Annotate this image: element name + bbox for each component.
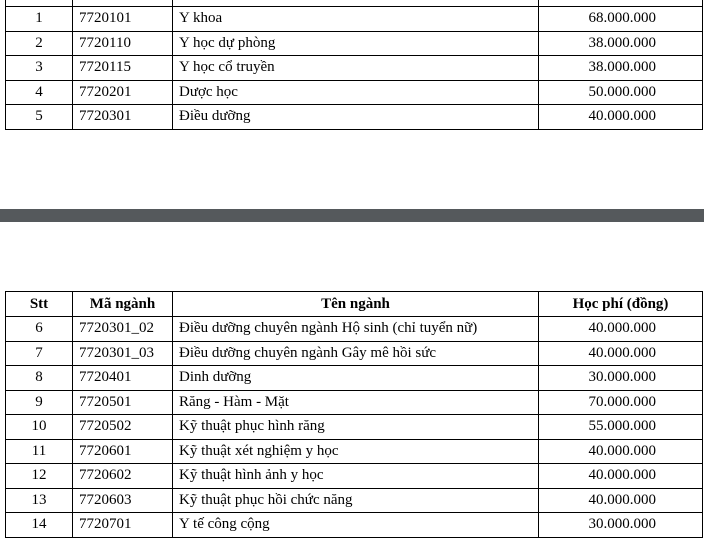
cell-fee: 38.000.000 xyxy=(539,56,703,81)
header-fee: Học phí (đồng) xyxy=(539,292,703,317)
cell-stt: 13 xyxy=(6,488,73,513)
cell-stt: 2 xyxy=(6,31,73,56)
cell-name: Dinh dưỡng xyxy=(173,366,539,391)
cell-stt: 11 xyxy=(6,439,73,464)
cell-name: Điều dưỡng chuyên ngành Gây mê hồi sức xyxy=(173,341,539,366)
cell-name: Kỹ thuật phục hồi chức năng xyxy=(173,488,539,513)
cell-code: 7720602 xyxy=(73,464,173,489)
cell-fee: 30.000.000 xyxy=(539,366,703,391)
cell-code: 7720301_03 xyxy=(73,341,173,366)
cell-fee: 68.000.000 xyxy=(539,7,703,32)
cell-fee: 40.000.000 xyxy=(539,341,703,366)
cell-name: Kỹ thuật hình ảnh y học xyxy=(173,464,539,489)
cell-fee: 40.000.000 xyxy=(539,105,703,130)
cell-code: 7720401 xyxy=(73,366,173,391)
tuition-table-bottom-body xyxy=(6,317,703,538)
table-row xyxy=(6,80,703,105)
table-header-row xyxy=(6,292,703,317)
cell-stt: 5 xyxy=(6,105,73,130)
cell-code: 7720701 xyxy=(73,513,173,538)
cell-name: Điều dưỡng chuyên ngành Hộ sinh (chỉ tuyển nữ) xyxy=(173,317,539,342)
header-stt: Stt xyxy=(6,292,73,317)
cell-name: Y tế công cộng xyxy=(173,513,539,538)
cell-fee: 40.000.000 xyxy=(539,317,703,342)
cell-name: Kỹ thuật xét nghiệm y học xyxy=(173,439,539,464)
table-row xyxy=(6,415,703,440)
table-row xyxy=(6,439,703,464)
table-row xyxy=(6,56,703,81)
cell-code: 7720201 xyxy=(73,80,173,105)
cell-fee: 55.000.000 xyxy=(539,415,703,440)
cell-name: Điều dưỡng xyxy=(173,105,539,130)
table-row xyxy=(6,390,703,415)
cell-code: 7720115 xyxy=(73,56,173,81)
cell-fee: 70.000.000 xyxy=(539,390,703,415)
tuition-table-bottom xyxy=(5,291,703,538)
cell-code: 7720502 xyxy=(73,415,173,440)
cell-stt: 9 xyxy=(6,390,73,415)
cell-stt: 7 xyxy=(6,341,73,366)
cell-fee: 30.000.000 xyxy=(539,513,703,538)
cell-fee: 38.000.000 xyxy=(539,31,703,56)
table-row xyxy=(6,31,703,56)
cell-stt: 6 xyxy=(6,317,73,342)
cell-code: 7720601 xyxy=(73,439,173,464)
cell-stt: 10 xyxy=(6,415,73,440)
cell-stt: 1 xyxy=(6,7,73,32)
tuition-table-top xyxy=(5,0,703,130)
cell-stt: 12 xyxy=(6,464,73,489)
table-row xyxy=(6,464,703,489)
table-row xyxy=(6,317,703,342)
cell-code: 7720603 xyxy=(73,488,173,513)
cell-code: 7720101 xyxy=(73,7,173,32)
cell-name: Y học dự phòng xyxy=(173,31,539,56)
cell-name: Y học cổ truyền xyxy=(173,56,539,81)
cell-fee: 50.000.000 xyxy=(539,80,703,105)
cell-name: Răng - Hàm - Mặt xyxy=(173,390,539,415)
cell-fee: 40.000.000 xyxy=(539,488,703,513)
cell-name: Dược học xyxy=(173,80,539,105)
cell-stt: 14 xyxy=(6,513,73,538)
cell-code: 7720301 xyxy=(73,105,173,130)
page-divider xyxy=(0,209,704,222)
table-row xyxy=(6,105,703,130)
header-code: Mã ngành xyxy=(73,292,173,317)
table-row xyxy=(6,488,703,513)
cell-stt: 8 xyxy=(6,366,73,391)
table-row xyxy=(6,7,703,32)
cell-name: Kỹ thuật phục hình răng xyxy=(173,415,539,440)
tuition-table-top-body xyxy=(6,0,703,129)
table-row xyxy=(6,513,703,538)
table-row xyxy=(6,366,703,391)
cell-name: Y khoa xyxy=(173,7,539,32)
cell-fee: 40.000.000 xyxy=(539,439,703,464)
cell-fee: 40.000.000 xyxy=(539,464,703,489)
table-row xyxy=(6,341,703,366)
cell-code: 7720301_02 xyxy=(73,317,173,342)
cell-stt: 4 xyxy=(6,80,73,105)
header-name: Tên ngành xyxy=(173,292,539,317)
cell-code: 7720501 xyxy=(73,390,173,415)
cell-code: 7720110 xyxy=(73,31,173,56)
cell-stt: 3 xyxy=(6,56,73,81)
